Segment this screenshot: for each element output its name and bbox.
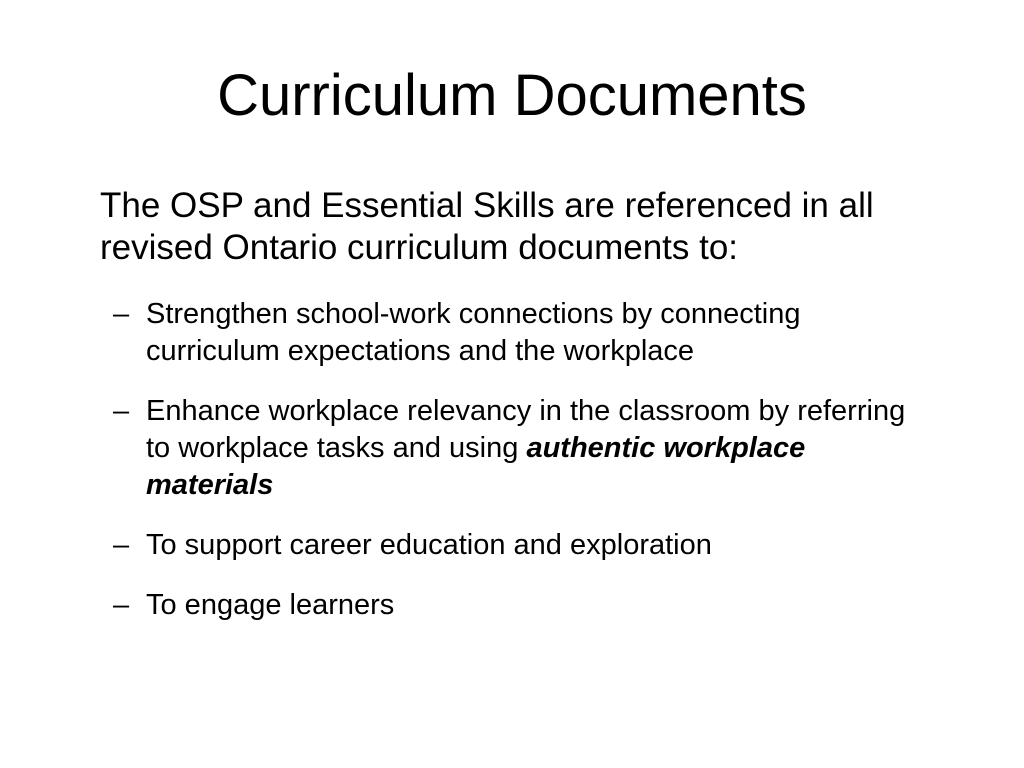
list-item: [113, 296, 913, 370]
bullet-text: Enhance workplace relevancy in the classroom by referring to workplace tasks and using: [146, 395, 906, 464]
list-item: [113, 393, 913, 504]
bullet-marker: –: [113, 529, 130, 561]
bullet-list: [113, 296, 913, 624]
list-item: [113, 527, 913, 564]
list-item: [113, 587, 913, 624]
bullet-marker: –: [113, 395, 130, 427]
bullet-emphasis: authentic workplace materials: [146, 432, 806, 501]
bullet-text: To support career education and exploration: [146, 529, 712, 561]
bullet-marker: –: [113, 298, 130, 330]
bullet-text: Strengthen school-work connections by connecting curriculum expectations and the workplace: [146, 298, 801, 367]
bullet-marker: –: [113, 589, 130, 621]
slide-title: Curriculum Documents: [217, 63, 807, 128]
intro-text: The OSP and Essential Skills are referenced in all revised Ontario curriculum documents to:: [100, 186, 874, 267]
bullet-text: To engage learners: [146, 589, 395, 621]
